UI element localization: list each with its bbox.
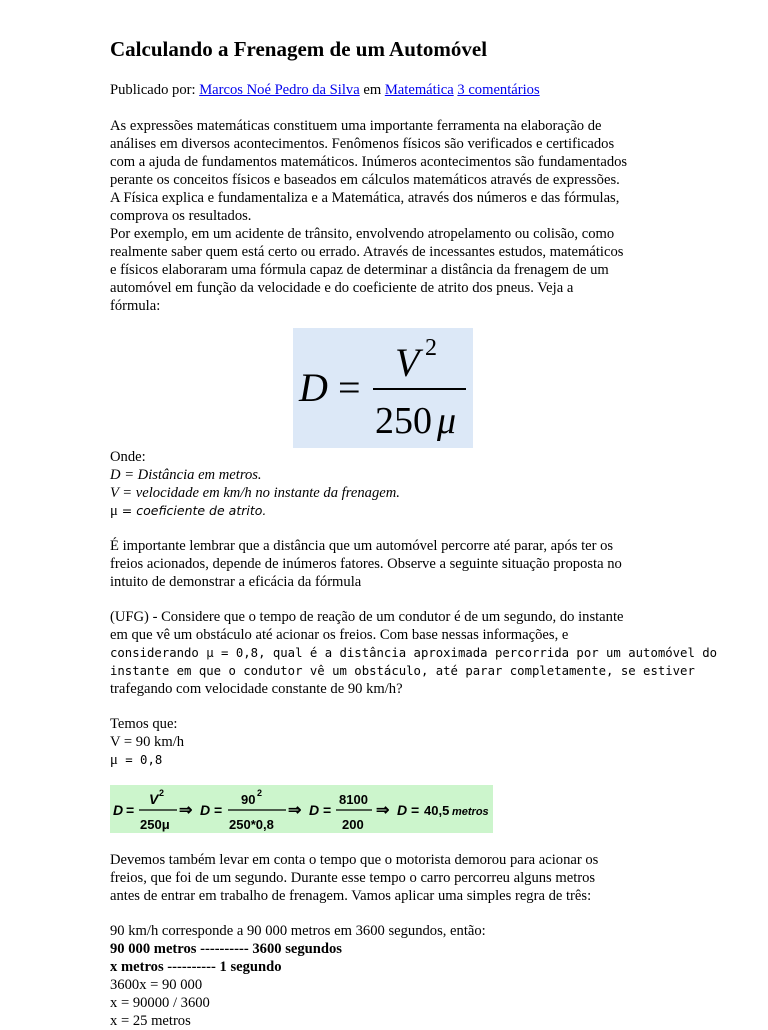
- text-line: (UFG) - Considere que o tempo de reação de um condutor é de um segundo, do instante: [110, 609, 624, 625]
- text-line: análises em diversos acontecimentos. Fenômenos físicos são verificados e certificados: [110, 136, 615, 152]
- calc-equals: =: [411, 802, 420, 818]
- definitions: [110, 448, 400, 520]
- text-line: freios, que foi de um segundo. Durante esse tempo o carro percorreu alguns metros: [110, 870, 596, 886]
- rule-line: 3600x = 90 000: [110, 977, 203, 993]
- text-line: automóvel em função da velocidade e do coeficiente de atrito dos pneus. Veja a: [110, 280, 574, 296]
- calc-90-exp: 2: [257, 788, 263, 798]
- calc-den-250mu: 250μ: [140, 817, 170, 832]
- text-line: e físicos elaboraram uma fórmula capaz de determinar a distância da frenagem de um: [110, 262, 609, 278]
- author-link[interactable]: Marcos Noé Pedro da Silva: [199, 82, 360, 98]
- braking-formula-image: [293, 328, 473, 448]
- text-line: A Física explica e fundamentaliza e a Matemática, através dos números e das fórmulas,: [110, 190, 620, 206]
- calc-d: D: [397, 802, 408, 818]
- formula-numerator-exp: 2: [425, 335, 437, 361]
- calc-equals: =: [214, 802, 223, 818]
- calculation-image: [110, 785, 493, 833]
- formula-numerator-v: V: [395, 340, 420, 385]
- comments-link[interactable]: 3 comentários: [457, 82, 540, 98]
- calculation-svg: [110, 785, 493, 833]
- given-mu: [110, 751, 184, 769]
- calc-equals: =: [126, 802, 135, 818]
- calc-8100: 8100: [339, 792, 368, 807]
- formula-denominator-number: 250: [375, 400, 432, 442]
- article-title: Calculando a Frenagem de um Automóvel: [110, 37, 488, 61]
- calc-equals: =: [323, 802, 332, 818]
- problem-paragraph: [110, 608, 717, 698]
- onde-label: Onde:: [110, 449, 146, 465]
- mu-symbol: μ: [110, 752, 118, 768]
- calc-d: D: [200, 802, 211, 818]
- rule-of-three: [110, 922, 486, 1030]
- calc-result-unit: metros: [452, 806, 489, 818]
- text-line: antes de entrar em trabalho de frenagem. Vamos aplicar uma simples regra de três:: [110, 888, 592, 904]
- mu-symbol: μ: [110, 503, 118, 519]
- definition-v: V = velocidade em km/h no instante da frenagem.: [110, 485, 400, 501]
- text-line: considerando μ = 0,8, qual é a distância aproximada percorrida por um automóvel do: [110, 646, 718, 660]
- formula-equals: =: [338, 365, 361, 410]
- rule-bold-line: 90 000 metros ---------- 3600 segundos: [110, 941, 342, 957]
- text-line: É importante lembrar que a distância que um automóvel percorre até parar, após ter os: [110, 538, 614, 554]
- definition-d: D = Distância em metros.: [110, 467, 262, 483]
- rule-intro: 90 km/h corresponde a 90 000 metros em 3600 segundos, então:: [110, 923, 486, 939]
- calc-arrow: ⇒: [179, 802, 193, 819]
- text-line: com a ajuda de fundamentos matemáticos. Inúmeros acontecimentos são fundamentados: [110, 154, 628, 170]
- importance-paragraph: [110, 537, 622, 591]
- formula-denominator-mu: μ: [437, 400, 457, 442]
- given-values: [110, 715, 184, 769]
- formula-svg: [293, 328, 473, 448]
- category-link[interactable]: Matemática: [384, 82, 454, 98]
- temos-label: Temos que:: [110, 716, 178, 732]
- calc-arrow: ⇒: [376, 802, 390, 819]
- given-v: V = 90 km/h: [110, 734, 185, 750]
- calc-arrow: ⇒: [288, 802, 302, 819]
- text-line: realmente saber quem está certo ou errado. Através de incessantes estudos, matemáticos: [110, 244, 624, 260]
- calc-d: D: [113, 802, 124, 818]
- text-line: perante os conceitos físicos e baseados em cálculos matemáticos através de expressões.: [110, 172, 620, 188]
- given-mu-value: = 0,8: [117, 753, 163, 767]
- reaction-paragraph: [110, 851, 598, 905]
- calc-result-value: 40,5: [424, 803, 450, 818]
- calc-v: V: [149, 791, 159, 807]
- text-line: em que vê um obstáculo até acionar os freios. Com base nessas informações, e: [110, 627, 569, 643]
- text-line: trafegando com velocidade constante de 90 km/h?: [110, 681, 403, 697]
- text-line: Devemos também levar em conta o tempo que o motorista demorou para acionar os: [110, 852, 599, 868]
- calc-v-exp: 2: [159, 788, 165, 798]
- text-line: intuito de demonstrar a eficácia da fórmula: [110, 574, 362, 590]
- byline: [110, 81, 540, 99]
- rule-line: x = 25 metros: [110, 1013, 191, 1029]
- definition-mu: [110, 502, 400, 520]
- calc-90: 90: [241, 792, 256, 807]
- text-line: freios acionados, depende de inúmeros fatores. Observe a seguinte situação proposta no: [110, 556, 622, 572]
- calc-200: 200: [342, 817, 364, 832]
- byline-middle: em: [359, 82, 385, 98]
- rule-line: x = 90000 / 3600: [110, 995, 210, 1011]
- text-line: instante em que o condutor vê um obstáculo, até parar completamente, se estiver: [110, 664, 695, 678]
- definition-mu-text: = coeficiente de atrito.: [117, 503, 267, 518]
- intro-paragraph: [110, 117, 627, 315]
- formula-d: D: [299, 365, 328, 410]
- text-line: comprova os resultados.: [110, 208, 252, 224]
- calc-d: D: [309, 802, 320, 818]
- text-line: Por exemplo, em um acidente de trânsito, envolvendo atropelamento ou colisão, como: [110, 226, 615, 242]
- text-line: As expressões matemáticas constituem uma importante ferramenta na elaboração de: [110, 118, 602, 134]
- text-line: fórmula:: [110, 298, 161, 314]
- byline-prefix: Publicado por:: [110, 82, 200, 98]
- rule-bold-line: x metros ---------- 1 segundo: [110, 959, 282, 975]
- calc-den-250x08: 250*0,8: [229, 817, 274, 832]
